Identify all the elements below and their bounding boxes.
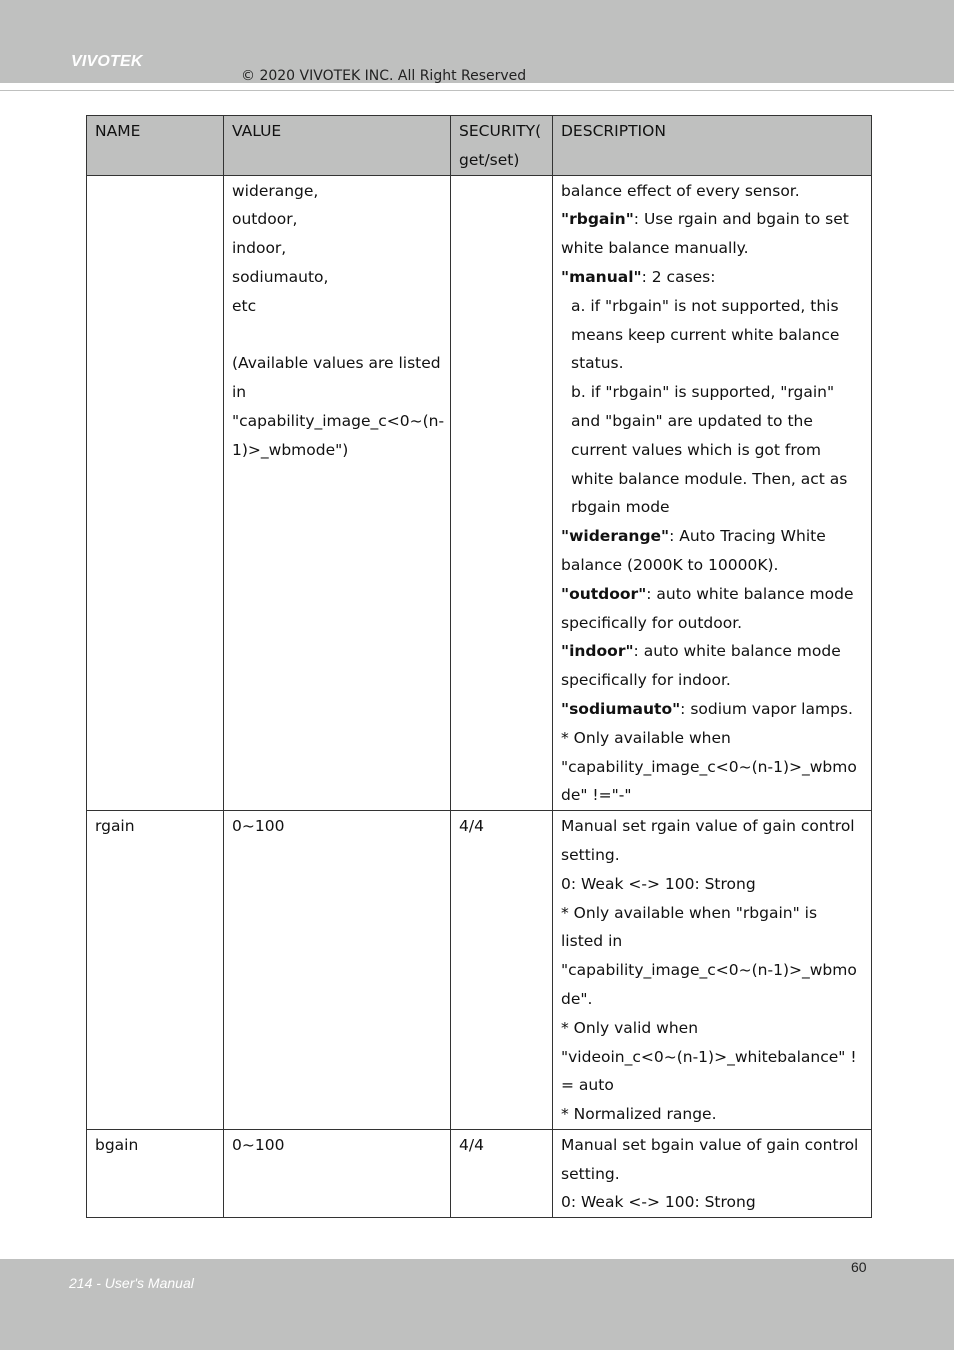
table-header-row: [87, 116, 872, 176]
cell-description: balance effect of every sensor. "rbgain": Use rgain and bgain to set white balance manually. "manual": 2 cases: a. if "rbgain" is not supported, this means keep current white balance status. b. if "rbgain" is supported, "rgain" and "bgain" are updated to the current values which is got from white balance module. Then, act as rbgain mode "widerange": Auto Tracing White balance (2000K to 10000K). "outdoor": auto white balance mode specifically for outdoor. "indoor": auto white balance mode specifically for indoor. "sodiumauto": sodium vapor lamps. * Only available when "capability_image_c<0~(n-1)>_wbmo de" !="-": [553, 175, 872, 811]
cell-value: 0~100: [224, 1129, 451, 1217]
cell-value: widerange, outdoor, indoor, sodiumauto, etc (Available values are listed in "capability_image_c<0~(n- 1)>_wbmode"): [224, 175, 451, 811]
manual-page-label: 214 - User's Manual: [69, 1275, 194, 1291]
cell-description: Manual set rgain value of gain control setting. 0: Weak <-> 100: Strong * Only available when "rbgain" is listed in "capability_image_c<0~(n-1)>_wbmo de". * Only valid when "videoin_c<0~(n-1)>_whitebalance" ! = auto * Normalized range.: [553, 811, 872, 1130]
cell-description: Manual set bgain value of gain control setting. 0: Weak <-> 100: Strong: [553, 1129, 872, 1217]
cell-name: rgain: [87, 811, 224, 1130]
table-row-rgain: [87, 811, 872, 1130]
header-description: DESCRIPTION: [553, 116, 872, 176]
header-name: NAME: [87, 116, 224, 176]
cell-value: 0~100: [224, 811, 451, 1130]
table-row-wbmode: [87, 175, 872, 811]
brand-logo-text: VIVOTEK: [71, 53, 143, 70]
cell-name: [87, 175, 224, 811]
cell-name: bgain: [87, 1129, 224, 1217]
parameter-table: [86, 115, 872, 1218]
footer-band: [0, 1259, 954, 1350]
cell-security: 4/4: [451, 811, 553, 1130]
header-divider: [0, 90, 954, 91]
cell-security: 4/4: [451, 1129, 553, 1217]
page-number: 60: [851, 1259, 867, 1275]
header-security: SECURITY( get/set): [451, 116, 553, 176]
header-value: VALUE: [224, 116, 451, 176]
table-row-bgain: [87, 1129, 872, 1217]
cell-security: [451, 175, 553, 811]
copyright-notice: © 2020 VIVOTEK INC. All Right Reserved: [241, 68, 527, 84]
